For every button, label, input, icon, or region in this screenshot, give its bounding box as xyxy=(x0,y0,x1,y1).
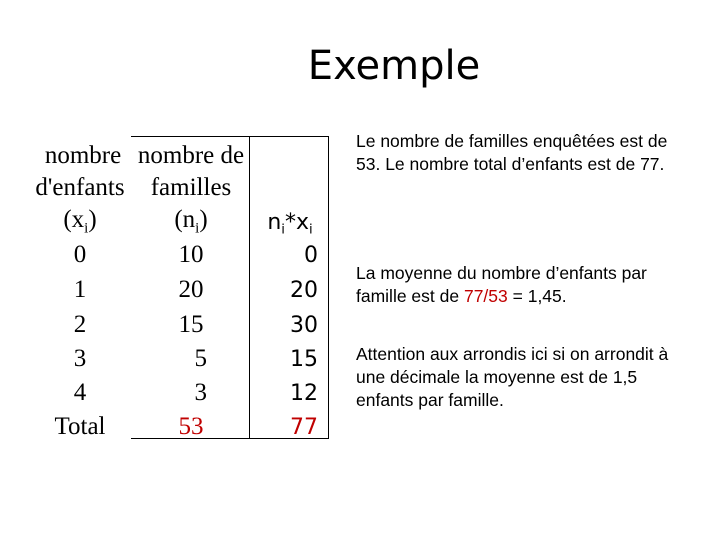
total-n: 53 xyxy=(178,413,204,440)
row2-n: 15 xyxy=(178,311,204,338)
total-nx: 77 xyxy=(290,415,318,440)
row0-n: 10 xyxy=(178,241,204,268)
note-rounding: Attention aux arrondis ici si on arrondit à une décimale la moyenne est de 1,5 enfants par famille. xyxy=(356,344,669,410)
row2-nx: 30 xyxy=(290,313,318,338)
col1-header-line2: d'enfants xyxy=(35,174,125,201)
col1-header-line3: $(x_i)$ xyxy=(63,206,97,237)
row4-n: 3 xyxy=(194,379,207,406)
col3-header: $n_i*x_i$ xyxy=(267,210,313,238)
row0-nx: 0 xyxy=(304,243,318,268)
row3-x: 3 xyxy=(73,345,87,372)
row2-x: 2 xyxy=(73,311,87,338)
total-label: Total xyxy=(54,413,106,440)
row1-n: 20 xyxy=(178,276,204,303)
row3-n: 5 xyxy=(194,345,207,372)
row4-nx: 12 xyxy=(290,381,318,406)
row0-x: 0 xyxy=(73,241,87,268)
slide-title: Exemple xyxy=(307,43,481,89)
col1-header-line1: nombre xyxy=(44,142,122,169)
row3-nx: 15 xyxy=(290,347,318,372)
note-totals: Le nombre de familles enquêtées est de 53. Le nombre total d’enfants est de 77. xyxy=(356,131,668,174)
col2-header-line3: $(n_i)$ xyxy=(174,206,208,237)
row1-x: 1 xyxy=(73,276,87,303)
col2-header-line1: nombre de xyxy=(137,142,245,169)
col2-header-line2: familles xyxy=(150,174,232,201)
row4-x: 4 xyxy=(73,379,87,406)
note-average: La moyenne du nombre d’enfants par famille est de 77/53 = 1,45. xyxy=(356,263,647,306)
row1-nx: 20 xyxy=(290,278,318,303)
average-ratio: 77/53 xyxy=(463,286,508,306)
